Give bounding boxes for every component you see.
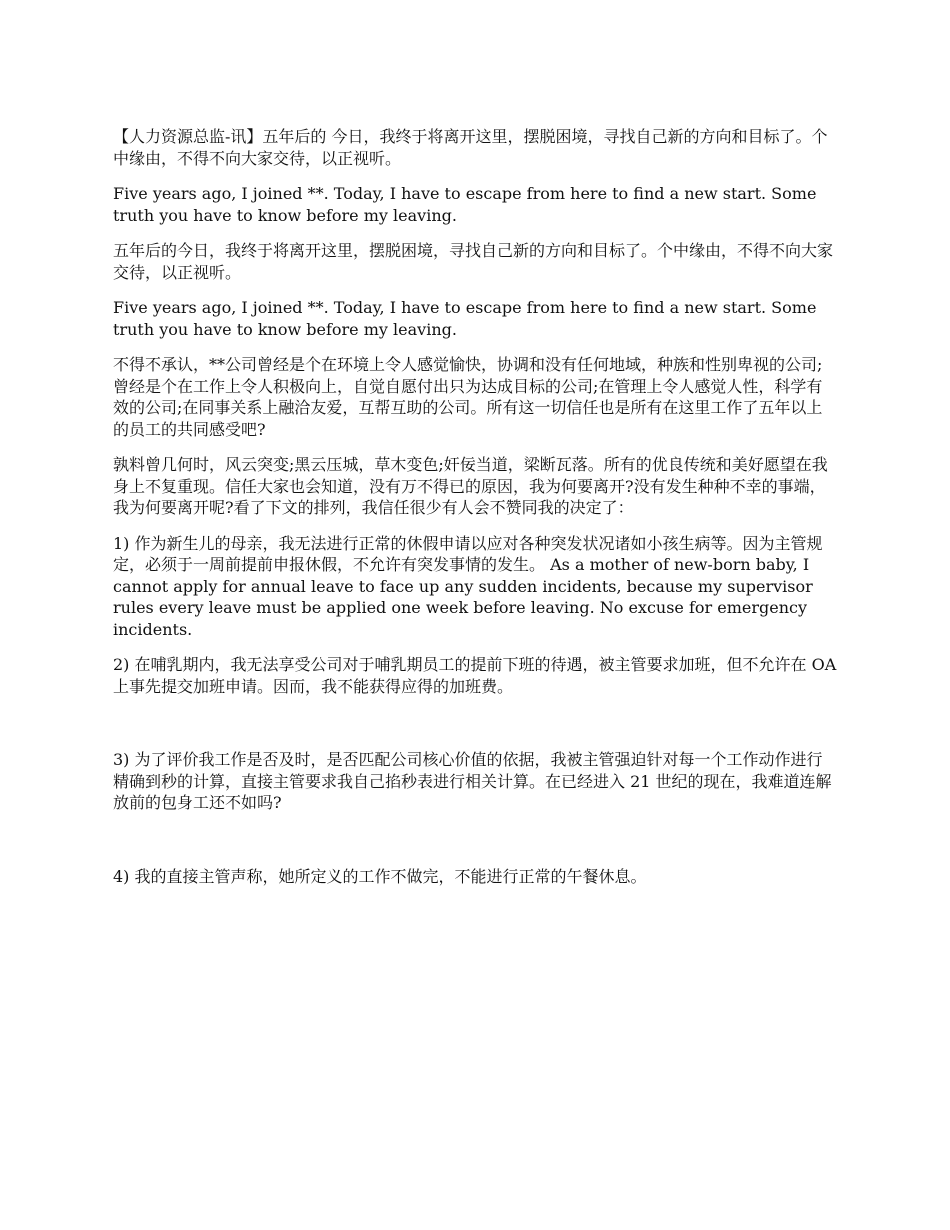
list-item-2: 2) 在哺乳期内，我无法享受公司对于哺乳期员工的提前下班的待遇，被主管要求加班，但不允许在 OA 上事先提交加班申请。因而，我不能获得应得的加班费。 xyxy=(113,655,837,696)
paragraph-repeat-english: Five years ago, I joined **. Today, I have to escape from here to find a new start. Some truth you have to know before my leaving. xyxy=(113,298,817,339)
paragraph-intro-chinese: 【人力资源总监-讯】五年后的 今日，我终于将离开这里，摆脱困境，寻找自己新的方向和目标了。个中缘由，不得不向大家交待，以正视听。 xyxy=(113,127,828,168)
list-item-1: 1) 作为新生儿的母亲，我无法进行正常的休假申请以应对各种突发状况诸如小孩生病等。因为主管规定，必须于一周前提前申报休假，不允许有突发事情的发生。 As a mother of new-born baby, I cannot apply for annual leave to face up any sudden incidents, because my supervisor rules every leave must be applied one week before leaving. No excuse for emergency incidents. xyxy=(113,533,823,639)
paragraph-company-change: 孰料曾几何时，风云突变;黑云压城，草木变色;奸佞当道，梁断瓦落。所有的优良传统和美好愿望在我身上不复重现。信任大家也会知道，没有万不得已的原因，我为何要离开?没有发生种种不幸的事端，我为何要离开呢?看了下文的排列，我信任很少有人会不赞同我的决定了： xyxy=(113,455,828,517)
list-item-3: 3) 为了评价我工作是否及时，是否匹配公司核心价值的依据，我被主管强迫针对每一个工作动作进行精确到秒的计算，直接主管要求我自己掐秒表进行相关计算。在已经进入 21 世纪的现在，我难道连解放前的包身工还不如吗? xyxy=(113,750,832,812)
paragraph-repeat-chinese: 五年后的今日，我终于将离开这里，摆脱困境，寻找自己新的方向和目标了。个中缘由，不得不向大家交待，以正视听。 xyxy=(113,241,834,282)
document-body xyxy=(113,126,837,901)
paragraph-intro-english: Five years ago, I joined **. Today, I have to escape from here to find a new start. Some truth you have to know before my leaving. xyxy=(113,184,817,225)
paragraph-company-past: 不得不承认，**公司曾经是个在环境上令人感觉愉快，协调和没有任何地域，种族和性别卑视的公司;曾经是个在工作上令人积极向上，自觉自愿付出只为达成目标的公司;在管理上令人感觉人性，科学有效的公司;在同事关系上融洽友爱，互帮互助的公司。所有这一切信任也是所有在这里工作了五年以上的员工的共同感受吧? xyxy=(113,355,823,439)
list-item-4: 4) 我的直接主管声称，她所定义的工作不做完，不能进行正常的午餐休息。 xyxy=(113,866,647,886)
